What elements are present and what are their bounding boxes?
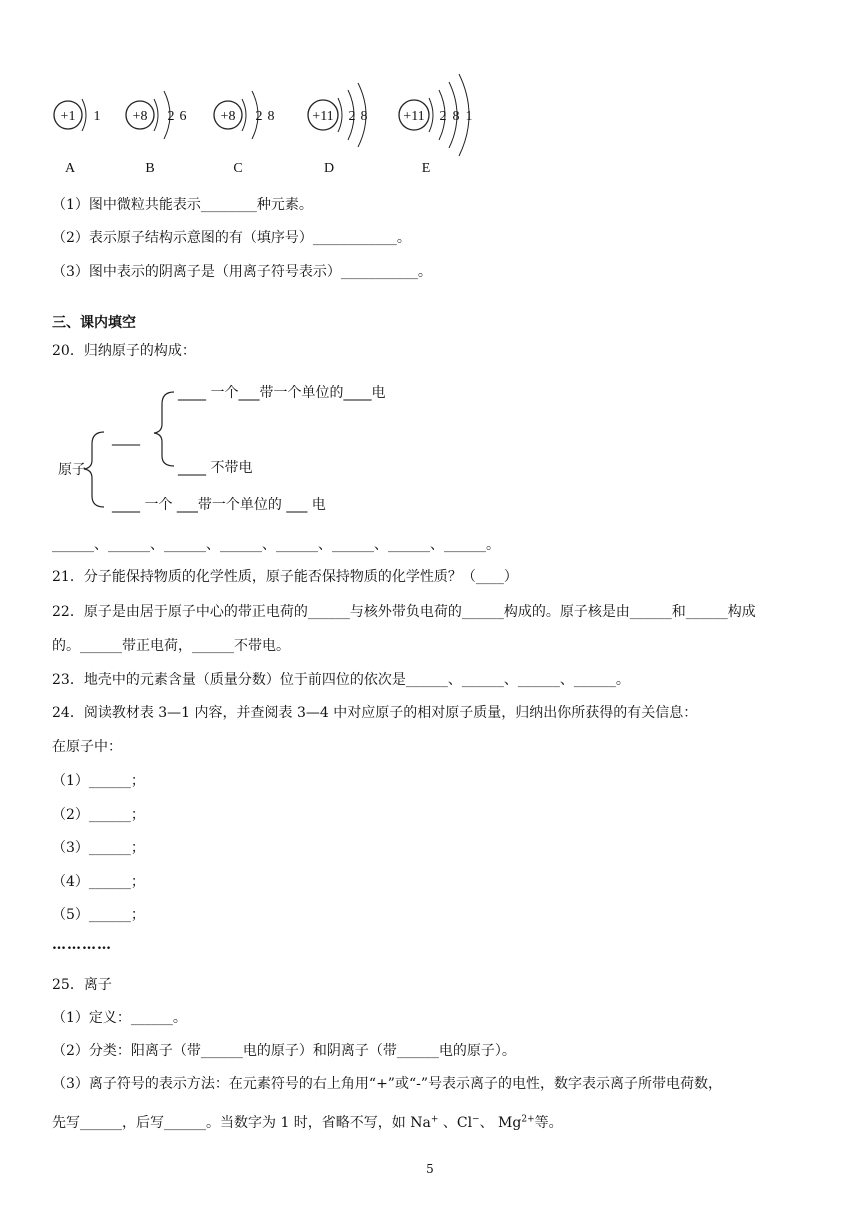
q25-sub3-line2 [52, 1113, 563, 1133]
atom-b-nucleus: +8 [132, 109, 148, 124]
q24-item-5: （5）______； [52, 907, 145, 923]
cl-charge: − [472, 1114, 480, 1125]
tree-line-1: ____ 一个___带一个单位的____电 [178, 385, 386, 401]
atom-diagram-a [54, 99, 101, 176]
section-title: 三、课内填空 [52, 315, 136, 331]
atom-a-nucleus: +1 [60, 109, 76, 124]
tree-line-2: ____ 不带电 [178, 460, 253, 476]
atom-diagram-d [308, 83, 368, 176]
atom-b-shell-1: 2 [167, 109, 175, 124]
atom-structure-diagrams [40, 55, 500, 180]
atom-b-shell-2: 6 [179, 109, 187, 124]
q24-intro: 在原子中： [52, 739, 122, 755]
tree-root-label: 原子 [58, 462, 86, 478]
page-number: 5 [426, 1162, 434, 1176]
q25-stem: 25．离子 [52, 977, 112, 993]
atom-e-shell-1: 2 [439, 109, 447, 124]
q22-line1: 22．原子是由居于原子中心的带正电荷的______与核外带负电荷的______构成的。原子核是由______和______构成 [52, 604, 756, 620]
q25-sub3-line1: （3）离子符号的表示方法：在元素符号的右上角用“+”或“-”号表示离子的电性，数字表示离子所带电荷数， [52, 1076, 722, 1092]
atom-d-label: D [323, 161, 335, 176]
q24-item-1: （1）______； [52, 773, 145, 789]
tree-line-3: ____ 一个 ___带一个单位的 ___ 电 [112, 497, 326, 513]
q24-stem: 24．阅读教材表 3—1 内容，并查阅表 3—4 中对应原子的相对原子质量，归纳出你所获得的有关信息： [52, 705, 698, 721]
q22-line2: 的。______带正电荷，______不带电。 [52, 638, 290, 654]
atom-e-shell-3: 1 [465, 109, 473, 124]
atom-d-shell-2: 8 [360, 109, 368, 124]
atom-e-shell-2: 8 [452, 109, 460, 124]
atom-diagram-e [399, 74, 473, 176]
q20-stem: 20．归纳原子的构成： [52, 343, 196, 359]
q25-sub3-text-c: 、 Mg [479, 1115, 522, 1131]
outer-brace [84, 432, 104, 507]
q19-sub3: （3）图中表示的阴离子是（用离子符号表示）___________。 [52, 264, 432, 280]
atom-d-shell-1: 2 [348, 109, 356, 124]
atom-c-shell-2: 8 [267, 109, 275, 124]
mg-charge: 2+ [521, 1114, 535, 1125]
q19-sub1: （1）图中微粒共能表示________种元素。 [52, 197, 313, 213]
atom-diagram-c [214, 91, 275, 176]
q25-sub1: （1）定义：______。 [52, 1010, 187, 1026]
atom-composition-tree [52, 372, 472, 522]
atom-b-label: B [145, 161, 155, 176]
atom-a-label: A [64, 161, 76, 176]
q20-answer-line: ______、______、______、______、______、______、______、______。 [52, 537, 500, 553]
q24-item-4: （4）______； [52, 874, 145, 890]
atom-e-nucleus: +11 [403, 109, 425, 124]
q24-item-2: （2）______； [52, 807, 145, 823]
tree-branch-top: ____ [112, 430, 140, 446]
atom-c-nucleus: +8 [220, 109, 236, 124]
inner-brace [154, 392, 174, 466]
atom-diagram-b [126, 91, 187, 176]
atom-e-label: E [421, 161, 431, 176]
na-charge: + [430, 1114, 439, 1125]
q24-item-3: （3）______； [52, 840, 145, 856]
q24-ellipsis: ………… [52, 937, 112, 953]
q25-sub3-text-d: 等。 [534, 1115, 563, 1131]
q25-sub3-text-a: 先写______，后写______。当数字为 1 时，省略不写，如 Na [52, 1115, 431, 1131]
q25-sub2: （2）分类：阳离子（带______电的原子）和阴离子（带______电的原子）。 [52, 1043, 516, 1059]
q23-text: 23．地壳中的元素含量（质量分数）位于前四位的依次是______、______、______、______。 [52, 672, 630, 688]
atom-c-label: C [233, 161, 243, 176]
q21-text: 21．分子能保持物质的化学性质，原子能否保持物质的化学性质？（____） [52, 569, 518, 585]
atom-c-shell-1: 2 [255, 109, 263, 124]
atom-a-shell-1: 1 [93, 109, 101, 124]
atom-d-nucleus: +11 [312, 109, 334, 124]
q25-sub3-text-b: 、Cl [438, 1115, 473, 1131]
q19-sub2: （2）表示原子结构示意图的有（填序号）____________。 [52, 230, 411, 246]
